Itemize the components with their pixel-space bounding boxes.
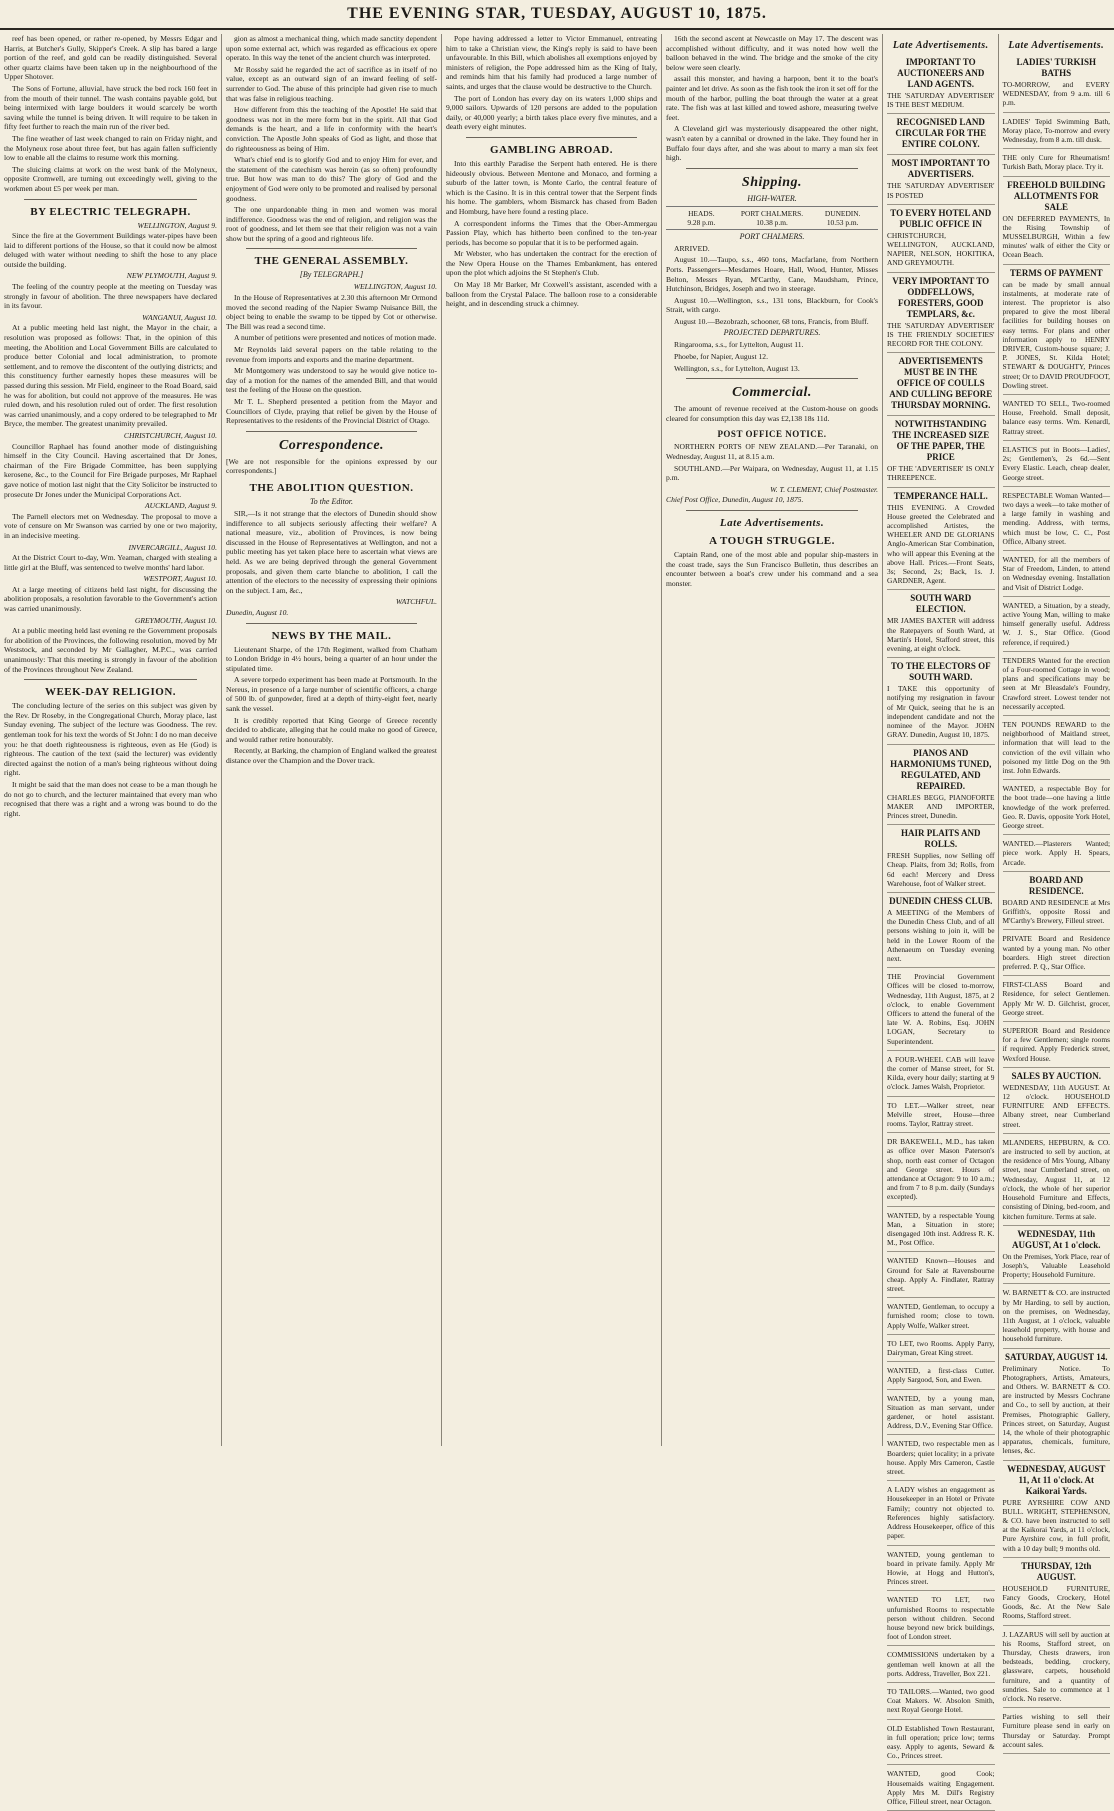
mail-news	[226, 645, 437, 766]
abolition-heading: THE ABOLITION QUESTION.	[249, 481, 414, 494]
telegraph-paragraph: At the District Court to-day, Wm. Yeaman, charged with stealing a little girl at the Bluff, was sentenced to twelve months' hard labor.	[4, 553, 217, 572]
advertisement	[887, 1546, 995, 1592]
divider	[686, 510, 858, 511]
telegraph-dateline: AUCKLAND, August 9.	[144, 501, 217, 511]
abolition-signature: WATCHFUL.	[395, 597, 437, 607]
mail-paragraph: It is credibly reported that King George of Greece recently decided to abdicate, alleging that he could make no good of Greece, and would rather retire honourably.	[226, 715, 437, 744]
advertisement	[887, 1252, 995, 1298]
advertisement-body: HOUSEHOLD FURNITURE, Fancy Goods, Crockery, Hotel Goods, &c. At the New Sale Rooms, Stafford street.	[1002, 1583, 1110, 1621]
telegraph-heading: BY ELECTRIC TELEGRAPH.	[30, 205, 191, 218]
telegraph-dateline: CHRISTCHURCH, August 10.	[123, 430, 217, 440]
advertisement-body: WANTED, by a young man, Situation as man servant, under gardener, or hotel assistant. Address, D.V., Evening Star Office.	[887, 1393, 995, 1431]
assembly-dateline: WELLINGTON, August 10.	[353, 282, 437, 292]
post-date: Chief Post Office, Dunedin, August 10, 1875.	[666, 495, 804, 505]
article-paragraph: Pope having addressed a letter to Victor Emmanuel, entreating him to take a Christian view, the King's reply is said to have been unfavourable. In this Bill, which abolishes all exemptions enjoyed by ministers of religion, the Pope addressed him as the King of Italy, and reminds him that his family had produced a large number of saints, and urges that the clause would be destructive to the Church.	[446, 34, 657, 91]
advertisement-body: WANTED Known—Houses and Ground for Sale at Ravensbourne cheap. Apply A. Findlater, Rattray street.	[887, 1256, 995, 1294]
abolition-date: Dunedin, August 10.	[226, 607, 289, 617]
advertisement-body: OLD Established Town Restaurant, in full operation; price low; terms easy. Apply to agents, Seward & Co., Princes street.	[887, 1723, 995, 1761]
advertisement-body: WEDNESDAY, 11th AUGUST. At 12 o'clock. HOUSEHOLD FURNITURE AND EFFECTS. Albany street, near Cumberland street.	[1002, 1082, 1110, 1129]
assembly-paragraph: Mr Montgomery was understood to say he would give notice to-day of a motion for the names of the amended Bill, and that would test the feeling of the House on the question.	[226, 366, 437, 395]
advertisement	[887, 1646, 995, 1683]
telegraph-paragraph: Councillor Raphael has found another mode of distinguishing himself in the City Council. Having ascertained that Dr Jones, chairman of the Fire Brigade Committee, has been supplying kerosene, &c., to the Council for Fire Brigade purposes, Mr Raphael gave notice of motion last night that the City Solicitor be instructed to prosecute Dr Jones under the Municipal Corporations Act.	[4, 441, 217, 499]
advertisement-body: THIS EVENING. A Crowded House greeted the Celebrated and accomplished Artistes, the WHEELER AND DE GLORIANS Anglo-American Star Combination, who will appear this Evening at the above Hall. Prices.—Front Seats, 3s; Second, 2s; Back, 1s. J. GARDNER, Agent.	[887, 502, 995, 586]
advertisement-body: FIRST-CLASS Board and Residence, for select Gentlemen. Apply Mr W. D. Gilchrist, grocer, George street.	[1002, 980, 1110, 1017]
advertisement-heading: LADIES' TURKISH BATHS	[1016, 57, 1097, 78]
advertisement	[887, 590, 995, 658]
advertisement-body: TEN POUNDS REWARD to the neighborhood of Maitland street, information that will lead to the conviction of the evil villain who poisoned my little Dog on the 9th inst. John Edwards.	[1002, 719, 1110, 775]
letter-paragraph: SIR,—Is it not strange that the electors of Dunedin should show indifference to all subjects seriously affecting their welfare? A national measure, viz., abolition of Provinces, is now being discussed in the House of Representatives at Wellington, and not a public meeting has yet taken place here to ascertain what views are held. As we are being deprived through the general Government proposals, and given them carte blanche to abolition, I call the attention of the electors to the necessity of expressing their opinions on the subject. I am, &c.,	[226, 508, 437, 595]
divider	[466, 137, 637, 138]
advertisement-body: TENDERS Wanted for the erection of a Four-roomed Cottage in wood; plans and specifications may be seen at Mr Bleasdale's Foundry, Crawford street. Lowest tender not necessarily accepted.	[1002, 655, 1110, 711]
high-water-time: 10.53 p.m.	[826, 217, 859, 227]
divider	[24, 679, 197, 680]
advertisement	[1003, 441, 1111, 487]
port-label: PORT CHALMERS.	[739, 231, 805, 241]
advertisement	[887, 1435, 995, 1481]
advertisement	[887, 1362, 995, 1389]
mail-paragraph: A severe torpedo experiment has been made at Portsmouth. In the Nereus, in presence of a large number of scientific officers, a charge of 500 lb. of gunpowder, fired at a depth of thirty-eight feet, nearly sank the vessel.	[226, 675, 437, 714]
advertisement	[887, 1591, 995, 1646]
advertisement-heading: ADVERTISEMENTS MUST BE IN THE OFFICE OF COULLS AND CULLING BEFORE THURSDAY MORNING.	[889, 356, 993, 411]
advertisement	[887, 1765, 995, 1811]
high-water-cell	[737, 209, 808, 227]
advertisement	[887, 1051, 995, 1097]
departure-entry: Phoebe, for Napier, August 12.	[674, 352, 768, 362]
religion-continued	[226, 34, 437, 243]
advertisement	[887, 745, 995, 826]
advertisement-body: THE 'SATURDAY ADVERTISER' IS THE BEST MEDIUM.	[887, 91, 995, 110]
post-office-notice	[666, 442, 878, 482]
advertisement-body: Parties wishing to sell their Furniture please send in early on Thursday or Saturday. Prompt account sales.	[1002, 1712, 1110, 1749]
late-advertisements-heading-col4: Late Advertisements.	[719, 517, 825, 529]
advertisement-body: MR JAMES BAXTER will address the Ratepayers of South Ward, at Martin's Hotel, Stafford street, this evening, at eight o'clock.	[887, 616, 995, 654]
column-2	[221, 34, 441, 1446]
advertisement	[1003, 551, 1111, 597]
advertisement-body: WANTED, two respectable men as Boarders; quiet locality; in a private house. Apply Mrs Cameron, Castle street.	[887, 1439, 995, 1477]
advertisement-body: FRESH Supplies, now Selling off Cheap. Plaits, from 3d; Rolls, from 6d each! Mercery and Dress Warehouse, foot of Walker street.	[887, 851, 995, 888]
article-paragraph: The concluding lecture of the series on this subject was given by the Rev. Dr Roseby, in the Congregational Church, Moray place, last Sunday evening. The subject of the lecture was Goodness. The rev. gentleman took for his text the words of St John: I do no man deceive you: he that doeth righteousness is righteous, even as He (God) is righteous. The caution of the text (said the lecturer) was evidently directed against the notion of a man's being righteous without doing right.	[4, 701, 217, 778]
advertisement-body: CHRISTCHURCH, WELLINGTON, AUCKLAND, NAPIER, NELSON, HOKITIKA, AND GREYMOUTH.	[887, 230, 995, 268]
advertisement-heading: FREEHOLD BUILDING ALLOTMENTS FOR SALE	[1007, 179, 1106, 212]
late-advertisements-heading: Late Advertisements.	[892, 40, 989, 51]
advertisements-right	[1003, 54, 1111, 1754]
advertisement-heading: THURSDAY, 12th AUGUST.	[1021, 1560, 1092, 1582]
advertisement-body: ELASTICS put in Boots—Ladies', 2s; Gentlemen's, 2s 6d.—Sent Every Elastic. Leach, cheap dealer, George street.	[1002, 444, 1110, 482]
advertisement-body: TO TAILORS.—Wanted, two good Coat Makers. W. Absolon Smith, next Royal George Hotel.	[887, 1686, 995, 1715]
telegraph-paragraph: At a public meeting held last evening re the Government proposals for abolition of the Provinces, the following resolution, moved by Mr Weststock, and seconded by Mr Gallagher, M.P.C., was carried unanimously: That this meeting is strongly in favour of the abolition of the Provinces throughout New Zealand.	[4, 626, 217, 674]
mining-news	[4, 34, 217, 194]
post-entry: NORTHERN PORTS OF NEW ZEALAND.—Per Taranaki, on Wednesday, August 11, at 8.15 a.m.	[666, 442, 878, 462]
advertisement	[1003, 1626, 1111, 1709]
advertisement	[1003, 930, 1111, 976]
article-paragraph: The one unpardonable thing in men and women was moral indifference. Goodness was the end of religion, and religion was the root of goodness, and let them see that their religion was not a vain show but the spring of a good and righteous life.	[226, 205, 437, 243]
assembly-heading: THE GENERAL ASSEMBLY.	[254, 255, 409, 268]
news-paragraph: The sluicing claims at work on the west bank of the Molyneux, opposite Cromwell, are turning out exceedingly well, giving to the workmen about £5 per week per man.	[4, 164, 217, 193]
advertisement	[1003, 1708, 1111, 1754]
advertisement-heading: PIANOS AND HARMONIUMS TUNED, REGULATED, AND REPAIRED.	[890, 747, 992, 791]
news-paragraph: reef has been opened, or rather re-opened, by Messrs Edgar and Harris, at Butcher's Gully, Skipper's Creek. A slip has bared a large portion of the reef, and gold can be readily distinguished. Several other quartz claims have been taken up in the neighbourhood of the Upper Shotover.	[4, 34, 217, 82]
telegraph-paragraph: The Parnell electors met on Wednesday. The proposal to move a vote of censure on Mr Swanson was carried by one or two majority, in an indecisive meeting.	[4, 511, 217, 540]
pope-article	[446, 34, 657, 132]
telegraph-news	[4, 221, 217, 675]
advertisement-body: WANTED, a Situation, by a steady, active Young Man, willing to make himself generally useful. Address W. J. S., Star Office. (Good reference, if required.)	[1002, 600, 1110, 647]
projected-departures-label: PROJECTED DEPARTURES.	[723, 328, 821, 338]
column-5	[882, 34, 1114, 1806]
advertisement	[1003, 265, 1111, 395]
telegraph-dateline: WELLINGTON, August 9.	[137, 220, 217, 230]
advertisement-body: THE 'SATURDAY ADVERTISER' IS THE FRIENDLY SOCIETIES' RECORD FOR THE COLONY.	[887, 320, 995, 349]
customs-revenue: The amount of revenue received at the Custom-house on goods cleared for consumption this day was £2,138 18s 11d.	[666, 404, 878, 423]
advertisement-body: W. BARNETT & CO. are instructed by Mr Harding, to sell by auction, on the premises, on Wednesday, 11th August, at 1 o'clock, valuable leasehold property, with house and household furniture.	[1002, 1288, 1110, 1344]
tough-struggle-heading: A TOUGH STRUGGLE.	[709, 535, 835, 547]
telegraph-dateline: WESTPORT, August 10.	[143, 574, 217, 584]
advertisements-left	[887, 54, 995, 1811]
advertisement	[887, 273, 995, 354]
advertisement-body: WANTED, for all the members of Star of Freedom, Linden, to attend on Wednesday evening. Installation and Visit of District Lodge.	[1002, 554, 1110, 592]
advertisement-body: WANTED TO LET, two unfurnished Rooms to respectable person without children. Second house beyond new brick buildings, foot of London street.	[887, 1595, 995, 1642]
advertisement	[1003, 976, 1111, 1022]
advertisement-body: ON DEFERRED PAYMENTS, In the Rising Township of MUSSELBURGH, Within a few minutes' walk of either the City or Ocean Beach.	[1002, 213, 1110, 260]
advertisement	[887, 1720, 995, 1766]
advertisement-heading: SALES BY AUCTION.	[1011, 1070, 1101, 1081]
article-paragraph: Mr Rossby said he regarded the act of sacrifice as in itself of no value, except as an outward sign of an inward feeling of self-surrender to God. The abuse of this principle had given rise to much that was false in religious teaching.	[226, 64, 437, 103]
advertisement	[1003, 487, 1111, 551]
advertisement	[1003, 54, 1111, 113]
mail-paragraph: Lieutenant Sharpe, of the 17th Regiment, walked from Chatham to London Bridge in 4½ hours, being a quarter of an hour under the stipulated time.	[226, 644, 437, 673]
advertisement	[1003, 1349, 1111, 1461]
assembly-report	[226, 293, 437, 426]
mail-paragraph: Recently, at Barking, the champion of England walked the greatest distance over the Champion and the Dover track.	[226, 746, 437, 766]
advertisement-body: MLANDERS, HEPBURN, & CO. are instructed to sell by auction, at the residence of Mrs Young, Albany street, near Cumberland street, on Wednesday, August 11, at 12 o'clock, the whole of her superior Household Furniture and Effects, consisting of Dining, bed-room, and kitchen furniture. Terms at sale.	[1002, 1137, 1110, 1221]
advertisement-body: can be made by small annual instalments, at moderate rate of interest. The proprietor is also prepared to give the most liberal facilities for building houses on easy terms. For plans and other information apply to HENRY DRIVER, Custom-house square; J. P. JONES, St. Kilda Hotel; STEWART & DOUGHTY, Princes street; Or to DAVID PROUDFOOT, Dowling street.	[1002, 279, 1111, 390]
advertisement	[887, 968, 995, 1051]
column-1	[0, 34, 221, 1446]
telegraph-dateline: NEW PLYMOUTH, August 9.	[126, 271, 217, 281]
shipping-heading: Shipping.	[741, 174, 803, 190]
divider	[246, 623, 417, 624]
advertisement-body: LADIES' Tepid Swimming Bath, Moray place, To-morrow and every Wednesday, from 8 a.m. till dusk.	[1002, 116, 1110, 145]
assembly-paragraph: A number of petitions were presented and notices of motion made.	[234, 333, 437, 343]
advertisement	[1003, 716, 1111, 780]
advertisement-body: WANTED TO SELL, Two-roomed House, Freehold. Small deposit, balance easy terms. Wm. Kenardl, Rattray street.	[1002, 399, 1110, 436]
tough-struggle-article	[666, 550, 878, 588]
advertisement	[1003, 149, 1111, 176]
arrival-entry: August 10.—Bezobrazh, schooner, 68 tons, Francis, from Bluff.	[674, 316, 869, 326]
advertisement-body: I TAKE this opportunity of notifying my resignation in favour of Mr Quick, seeing that he is an independent candidate and not the nominee of the Mayor. JOHN GRAY. Dunedin, August 10, 1875.	[887, 684, 995, 740]
advertisement	[887, 353, 995, 416]
masthead	[0, 0, 1114, 30]
advertisement	[887, 658, 995, 744]
advertisement-body: WANTED, a respectable Boy for the boot trade—one having a little knowledge of the work preferred. Geo. R. Davis, opposite York Hotel, George street.	[1002, 784, 1110, 830]
departure-entry: Ringarooma, s.s., for Lyttelton, August 11.	[674, 340, 804, 350]
advertisement	[887, 893, 995, 968]
high-water-time: 9.28 p.m.	[687, 217, 716, 227]
advertisement-body: TO-MORROW, and EVERY WEDNESDAY, from 9 a.m. till 6 p.m.	[1002, 80, 1110, 108]
advertisement	[887, 1390, 995, 1436]
advertisement-body: A FOUR-WHEEL CAB will leave the corner of Manse street, for St. Kilda, every hour daily; starting at 9 o'clock. James Walsh, Proprietor.	[887, 1054, 995, 1092]
advertisement	[1003, 597, 1111, 652]
article-paragraph: 16th the second ascent at Newcastle on May 17. The descent was accomplished without difficulty, and it was noted how well the balloon behaved in the wind. The bridge and the smoke of the city below were seen clearly.	[666, 34, 878, 72]
misc-news	[446, 249, 657, 309]
arrival-entry: August 10.—Wellington, s.s., 131 tons, Blackburn, for Cook's Strait, with cargo.	[666, 295, 878, 315]
advertisement-heading: HAIR PLAITS AND ROLLS.	[900, 828, 981, 850]
advertisement-body: THE only Cure for Rheumatism! Turkish Bath, Moray place. Try it.	[1002, 153, 1110, 172]
correspondence-note: [We are not responsible for the opinions expressed by our correspondents.]	[226, 456, 437, 476]
article-paragraph: What's chief end is to glorify God and to enjoy Him for ever, and the statement of the catechism was herein (as so often) profoundly true. But how was man to do this? The glory of God and the enjoyment of God were only to be promoted and realised by personal goodness.	[226, 155, 437, 203]
telegraph-dateline: GREYMOUTH, August 10.	[134, 615, 217, 625]
advertisement-body: OF THE 'ADVERTISER' IS ONLY THREEPENCE.	[887, 464, 995, 483]
high-water-place: HEADS.	[688, 208, 715, 218]
advertisement-body: A LADY wishes an engagement as Housekeeper in an Hotel or Private Family; country not objected to. References highly satisfactory. Address Housekeeper, office of this paper.	[887, 1485, 995, 1541]
post-entry: SOUTHLAND.—Per Waipara, on Wednesday, August 11, at 1.15 p.m.	[666, 463, 878, 483]
late-advertisements-heading-2: Late Advertisements.	[1008, 40, 1105, 51]
advertisement	[1003, 872, 1111, 931]
advertisement	[1003, 1022, 1111, 1068]
departures	[666, 340, 878, 373]
weekday-religion-heading: WEEK-DAY RELIGION.	[44, 686, 177, 699]
advertisement-body: WANTED.—Plasterers Wanted; piece work. Apply H. Spears, Arcade.	[1002, 839, 1110, 867]
advertisement	[887, 114, 995, 155]
advertisement	[887, 1335, 995, 1362]
article-paragraph: The port of London has every day on its waters 1,000 ships and 9,000 sailors. Upwards of 120 persons are added to the population daily, or 40,000 yearly; a birth takes place every five minutes, and a death every eight minutes.	[446, 93, 657, 132]
advertisement	[887, 155, 995, 204]
advertisement-body: WANTED, by a respectable Young Man, a Situation in store; disengaged 10th inst. Address R. K. M., Post Office.	[887, 1210, 995, 1248]
high-water-place: DUNEDIN.	[824, 208, 861, 218]
advertisement-heading: TO EVERY HOTEL AND PUBLIC OFFICE IN	[890, 207, 992, 229]
advertisement	[887, 1298, 995, 1335]
assembly-paragraph: Mr T. L. Shepherd presented a petition from the Mayor and Councillors of Clyde, praying that relief be given by the House of Representatives to the residents of the Provincial District of Otago.	[226, 397, 437, 426]
article-paragraph: On May 18 Mr Barker, Mr Coxwell's assistant, ascended with a balloon from the Crystal Palace. The balloon rose to a considerable height, and in descending struck a chimney.	[446, 280, 657, 309]
advertisement	[887, 1207, 995, 1253]
advertisement-body: PURE AYRSHIRE COW AND BULL. WRIGHT, STEPHENSON, & CO. have been instructed to sell at the Kaikorai Yards, at 11 o'clock, Pure Ayrshire cow, in full profit, with a 10 day bull; 9 months old.	[1002, 1497, 1110, 1553]
advertisement-body: RESPECTABLE Woman Wanted—two days a week—to take mother of a large family in washing and mending. Address, with terms, which must be low, C. C., Post Office, Albany street.	[1002, 490, 1110, 546]
telegraph-dateline: INVERCARGILL, August 10.	[128, 542, 217, 552]
arrivals	[666, 244, 878, 327]
advertisement	[1003, 1558, 1111, 1626]
high-water-cell	[666, 209, 737, 227]
advertisement-body: WANTED, young gentleman to board in private family. Apply Mr Howie, at Hogg and Hutton's, Princes street.	[887, 1549, 995, 1587]
advertisement	[1003, 652, 1111, 716]
advertisement-body: BOARD AND RESIDENCE at Mrs Griffith's, opposite Rossi and M'Carthy's Brewery, Filleul street.	[1002, 897, 1110, 926]
article-paragraph: Captain Rand, one of the most able and popular ship-masters in the coast trade, says the Sun Francisco Bulletin, thus describes an encounter between a boat's crew under his command and a sea monster.	[666, 550, 878, 588]
advertisement-body: On the Premises, York Place, rear of Joseph's, Valuable Leasehold Property; Household Furniture.	[1002, 1251, 1110, 1280]
advertisement	[1003, 1284, 1111, 1348]
advertisement-body: COMMISSIONS undertaken by a gentleman well known at all the ports. Address, Traveller, Box 221.	[887, 1650, 995, 1678]
advertisement	[1003, 1226, 1111, 1285]
telegraph-paragraph: The feeling of the country people at the meeting on Tuesday was strongly in favour of abolition. The three newspapers have declared in its favour.	[4, 282, 217, 311]
assembly-paragraph: Mr Reynolds laid several papers on the table relating to the revenue from imports and exports and the marine department.	[226, 345, 437, 364]
advertisement-heading: MOST IMPORTANT TO ADVERTISERS.	[891, 158, 990, 180]
cleveland-item: A Cleveland girl was mysteriously disappeared the other night, wasn't eaten by a cannibal or drowned in the lake. They found her in Buffalo four days after, and she was about to marry a man six feet high.	[666, 124, 878, 163]
advertisement-heading: RECOGNISED LAND CIRCULAR FOR THE ENTIRE COLONY.	[895, 117, 987, 150]
gambling-article	[446, 159, 657, 247]
fish-story	[666, 34, 878, 122]
advertisement	[887, 825, 995, 893]
telegraph-dateline: WANGANUI, August 10.	[142, 312, 217, 322]
commercial-heading: Commercial.	[732, 385, 812, 401]
advertisement-body: WANTED, Gentleman, to occupy a furnished room; close to town. Apply Wolfe, Walker street.	[887, 1302, 995, 1330]
telegraph-paragraph: At a public meeting held last night, the Mayor in the chair, a resolution was proposed as follows: That, in the opinion of this meeting, the Abolition and Local Government Bills are calculated to produce better Colonial and local administration, to promote settlement, and to remove the discontent of the outlying districts; and this constituency further earnestly hopes these measures will be passed during this session. Mr Field, engineer to the Road Board, said he was for abolition, but could not approve of the measures. He was ruled down, and his resolution ruled out of order. The first resolution was carried unanimously, and a copy ordered to be telegraphed to Mr Bryce, the member. The greatest unanimity prevailed.	[4, 323, 217, 429]
article-paragraph: It might be said that the man does not cease to be a man though he do not go to church, and the lecturer maintained that every man who recognised that there was a right and a wrong was bound to do the right.	[4, 779, 217, 818]
advertisement	[887, 416, 995, 487]
divider	[246, 431, 417, 432]
advertisement	[887, 1133, 995, 1206]
advertisement-body: PRIVATE Board and Residence wanted by a young man. No other boarders. High street direction preferred. P. Q., Star Office.	[1002, 934, 1110, 972]
advertisement	[887, 54, 995, 114]
advertisement-body: CHARLES BEGG, PIANOFORTE MAKER AND IMPORTER, Princes street, Dunedin.	[887, 792, 995, 820]
advertisement	[1003, 113, 1111, 150]
advertisement-body: Preliminary Notice. To Photographers, Artists, Amateurs, and Others. W. BARNETT & CO. are instructed by Messrs Cochrane and Co., to sell by auction, at their Premises, Photographic Gallery, Princes street, on Saturday, August 14, the whole of their photographic apparatus, chemicals, furniture, lenses, &c.	[1002, 1363, 1110, 1456]
telegraph-paragraph: At a large meeting of citizens held last night, for discussing the abolition proposals, a resolution favorable to the Government's action was carried unanimously.	[4, 584, 217, 614]
post-signature: W. T. CLEMENT, Chief Postmaster.	[770, 484, 878, 494]
advertisement-heading: DUNEDIN CHESS CLUB.	[889, 895, 993, 906]
divider	[686, 378, 858, 379]
advertisement	[887, 488, 995, 591]
arrival-entry: August 10.—Taupo, s.s., 460 tons, Macfarlane, from Northern Ports. Passengers—Mesdames Hoare, Hall, Wood, Hunter, Misses Belton, Messrs Ryan, M'Carthy, Cane, Maudsham, Prince, Hutchinson, Bridges, Joseph and two in steerage.	[666, 255, 878, 294]
article-paragraph: assail this monster, and having a harpoon, bent it to the boat's painter and let drive. As soon as the fish took the iron it set off for the mouth of the harbor, pulling the boat through the water at a great rate. The fish was at last killed and towed ashore, measuring twelve feet.	[666, 74, 878, 122]
weekday-religion-article	[4, 701, 217, 818]
news-paragraph: The Sons of Fortune, alluvial, have struck the bed rock 160 feet in from the mouth of their tunnel. The wash contains payable gold, but being intermixed with large boulders it would scarcely be worth saving while the tunnel is being driven. It will require to be taken in fifty feet further to reach the main run of the river bed.	[4, 83, 217, 132]
column-3	[441, 34, 661, 1446]
advertisement	[1003, 1068, 1111, 1134]
advertisement	[1003, 1461, 1111, 1558]
advertisement	[887, 1097, 995, 1134]
high-water-label: HIGH-WATER.	[747, 193, 797, 203]
advertisement-heading: WEDNESDAY, AUGUST 11, At 11 o'clock. At Kaikorai Yards.	[1007, 1463, 1106, 1496]
advertisement	[1003, 835, 1111, 872]
advertisement	[1003, 780, 1111, 835]
advertisement-heading: SOUTH WARD ELECTION.	[910, 593, 972, 615]
advertisement	[1003, 1134, 1111, 1226]
column-4	[661, 34, 882, 1446]
article-paragraph: gion as almost a mechanical thing, which made sanctity dependent upon some external act, which was regarded as efficacious ex opere operato. In this way the tenet of the ancient church was interpreted.	[226, 34, 437, 63]
post-office-heading: POST OFFICE NOTICE.	[717, 429, 827, 440]
departure-entry: Wellington, s.s., for Lyttelton, August 13.	[674, 363, 800, 373]
news-paragraph: The fine weather of last week changed to rain on Friday night, and the Molyneux rose about three feet, but has again fallen sufficiently low to enable all the claims to resume work this morning.	[4, 133, 217, 163]
advertisement-body: SUPERIOR Board and Residence for a few Gentlemen; single rooms if required. Apply Frederick street, Wexford House.	[1002, 1026, 1110, 1063]
article-paragraph: How different from this the teaching of the Apostle! He said that goodness was not in the mere form but in the spirit. All that God demands is the heart, and a life in conformity with the heart's conviction. The Apostle John speaks of God as light, and those that do righteousness as being of Him.	[226, 105, 437, 153]
abolition-to-editor: To the Editor.	[309, 496, 354, 506]
advertisement-heading: BOARD AND RESIDENCE.	[1028, 874, 1084, 896]
masthead-title: THE EVENING STAR, TUESDAY, AUGUST 10, 1875.	[347, 5, 767, 22]
advertisement-body: J. LAZARUS will sell by auction at his Rooms, Stafford street, on Thursday, Chests drawers, iron bedsteads, bedding, crockery, glassware, carpets, household furniture, and a quantity of sundries. Sale to commence at 1 o'clock. No reserve.	[1002, 1629, 1110, 1704]
advertisement	[887, 1683, 995, 1720]
advertisement	[887, 1481, 995, 1545]
advertisement-body: A MEETING of the Members of the Dunedin Chess Club, and of all persons wishing to join it, will be held in the Lower Room of the Athenaeum on Tuesday evening next.	[887, 907, 995, 963]
advertisement-heading: NOTWITHSTANDING THE INCREASED SIZE OF THE PAPER, THE PRICE	[892, 419, 990, 463]
advertisement-body: THE Provincial Government Offices will be closed to-morrow, Wednesday, 11th August, 1875, at 2 o'clock, to enable Government Officers to attend the funeral of the late W. A. Robins, Esq. JOHN LOGAN, Secretary to Superintendent.	[887, 972, 995, 1046]
divider	[246, 248, 417, 249]
advertisement	[887, 205, 995, 273]
mail-heading: NEWS BY THE MAIL.	[271, 629, 392, 642]
high-water-time: 10.38 p.m.	[756, 217, 788, 227]
advertisement-heading: TO THE ELECTORS OF SOUTH WARD.	[890, 661, 991, 683]
high-water-table	[666, 206, 878, 230]
advertisement-body: TO LET, two Rooms. Apply Parry, Dairyman, Great King street.	[887, 1338, 995, 1358]
divider	[686, 168, 858, 169]
advertisement-heading: SATURDAY, AUGUST 14.	[1004, 1351, 1108, 1362]
high-water-cell	[807, 209, 878, 227]
advertisement-body: THE 'SATURDAY ADVERTISER' IS POSTED	[887, 181, 995, 200]
advertisement-heading: TERMS OF PAYMENT	[1009, 267, 1103, 278]
abolition-letter	[226, 509, 437, 595]
advertisement-body: WANTED, good Cook; Housemaids waiting Engagement. Apply Mrs M. Dill's Registry Office, Filleul street, near Octagon.	[887, 1769, 995, 1806]
advertisement-heading: TEMPERANCE HALL.	[893, 490, 988, 501]
advertisement	[1003, 177, 1111, 265]
article-paragraph: Into this earthly Paradise the Serpent hath entered. He is there hideously obvious. Between Mentone and Monaco, and forming a suburb of the latter town, is Monte Carlo, the central feature of which is the Casino. It is in this central tower that the Serpent finds his home. The gamblers, whom Bismarck has chased from Baden and Homburg, have here found a resting place.	[446, 158, 657, 216]
article-paragraph: A correspondent informs the Times that the Ober-Ammergau Passion Play, which has hitherto been confined to the ten-year periods, has become so popular that it is to be performed again.	[446, 218, 657, 247]
high-water-place: PORT CHALMERS.	[740, 208, 804, 218]
advertisement	[1003, 395, 1111, 441]
advertisement-heading: IMPORTANT TO AUCTIONEERS AND LAND AGENTS.	[897, 57, 985, 89]
gambling-heading: GAMBLING ABROAD.	[490, 143, 613, 156]
assembly-paragraph: In the House of Representatives at 2.30 this afternoon Mr Ormond moved the second reading of the Napier Swamp Nuisance Bill, the object being to enable the swamp to be tipped by Cot or otherwise. The Bill was read a second time.	[226, 293, 437, 331]
advertisement-body: TO LET.—Walker street, near Melville street, House—three rooms. Taylor, Rattray street.	[887, 1100, 995, 1128]
telegraph-paragraph: Since the fire at the Government Buildings water-pipes have been laid to different portions of the House, so that it could now be almost deluged with water without needing to shift the hose to any place outside the building.	[4, 231, 217, 269]
advertisement-body: WANTED, a first-class Cutter. Apply Sargood, Son, and Ewen.	[887, 1366, 995, 1385]
advertisement-heading: WEDNESDAY, 11th AUGUST, At 1 o'clock.	[1011, 1228, 1101, 1250]
divider	[24, 199, 197, 200]
article-paragraph: Mr Webster, who has undertaken the contract for the erection of the New Opera House on the Thames Embankment, has entered upon the plot which adjoins the St Stephen's Club.	[446, 249, 657, 278]
advertisement-body: DR BAKEWELL, M.D., has taken as office over Mason Paterson's shop, north east corner of Octagon and George street. Hours of attendance at Octagon: 9 to 10 a.m.; and from 7 to 8 p.m. daily (Sundays excepted).	[887, 1137, 995, 1202]
advertisement-heading: VERY IMPORTANT TO ODDFELLOWS, FORESTERS, GOOD TEMPLARS, &c.	[892, 275, 990, 319]
arrival-entry: ARRIVED.	[674, 243, 710, 253]
assembly-subheading: [By TELEGRAPH.]	[299, 270, 364, 280]
correspondence-heading: Correspondence.	[278, 437, 385, 453]
